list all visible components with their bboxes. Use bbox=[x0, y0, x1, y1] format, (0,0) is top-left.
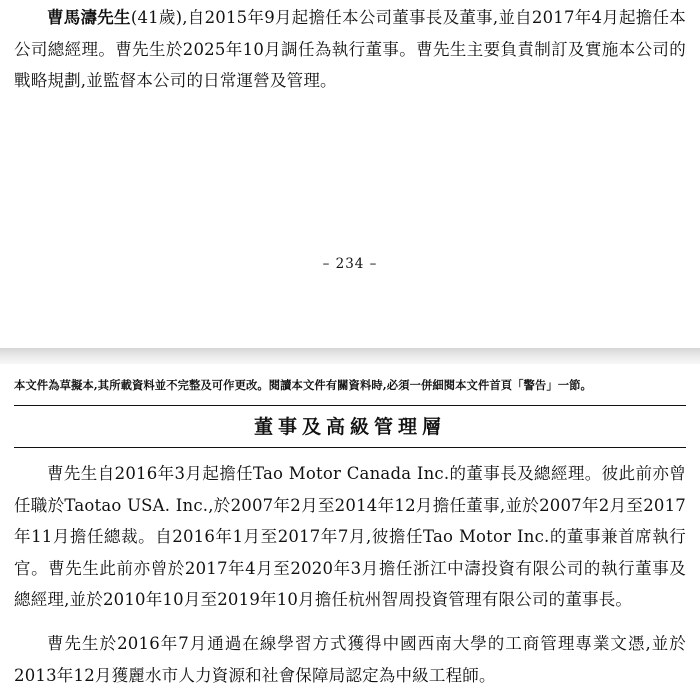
header-rule-top bbox=[14, 405, 686, 406]
page-number: – 234 – bbox=[322, 256, 378, 272]
header-rule-bottom bbox=[14, 447, 686, 448]
director-career-paragraph: 曹先生自2016年3月起擔任Tao Motor Canada Inc.的董事長及總經理。彼此前亦曾任職於Taotao USA. Inc.,於2007年2月至2014年12月擔任董事,並於2007年2月至2017年11月擔任總裁。自2016年1月至2017年7月,彼擔任Tao Motor Inc.的董事兼首席執行官。曹先生此前亦曾於2017年4月至2020年3月擔任浙江中濤投資有限公司的執行董事及總經理,並於2010年10月至2019年10月擔任杭州智周投資管理有限公司的董事長。 bbox=[14, 464, 686, 609]
section-title: 董事及高級管理層 bbox=[253, 416, 446, 438]
director-name: 曹馬濤先生 bbox=[47, 8, 131, 27]
page-separator bbox=[0, 348, 700, 364]
director-bio-intro-text: (41歲),自2015年9月起擔任本公司董事長及董事,並自2017年4月起擔任本公司總經理。曹先生於2025年10月調任為執行董事。曹先生主要負責制訂及實施本公司的戰略規劃,並監督本公司的日常運營及管理。 bbox=[14, 8, 686, 90]
director-bio-intro-paragraph bbox=[14, 2, 686, 97]
director-education-paragraph: 曹先生於2016年7月通過在線學習方式獲得中國西南大學的工商管理專業文憑,並於2013年12月獲麗水市人力資源和社會保障局認定為中級工程師。 bbox=[14, 634, 686, 685]
draft-warning-notice: 本文件為草擬本,其所載資料並不完整及可作更改。閱讀本文件有關資料時,必須一併細閱本文件首頁「警告」一節。 bbox=[14, 378, 592, 392]
